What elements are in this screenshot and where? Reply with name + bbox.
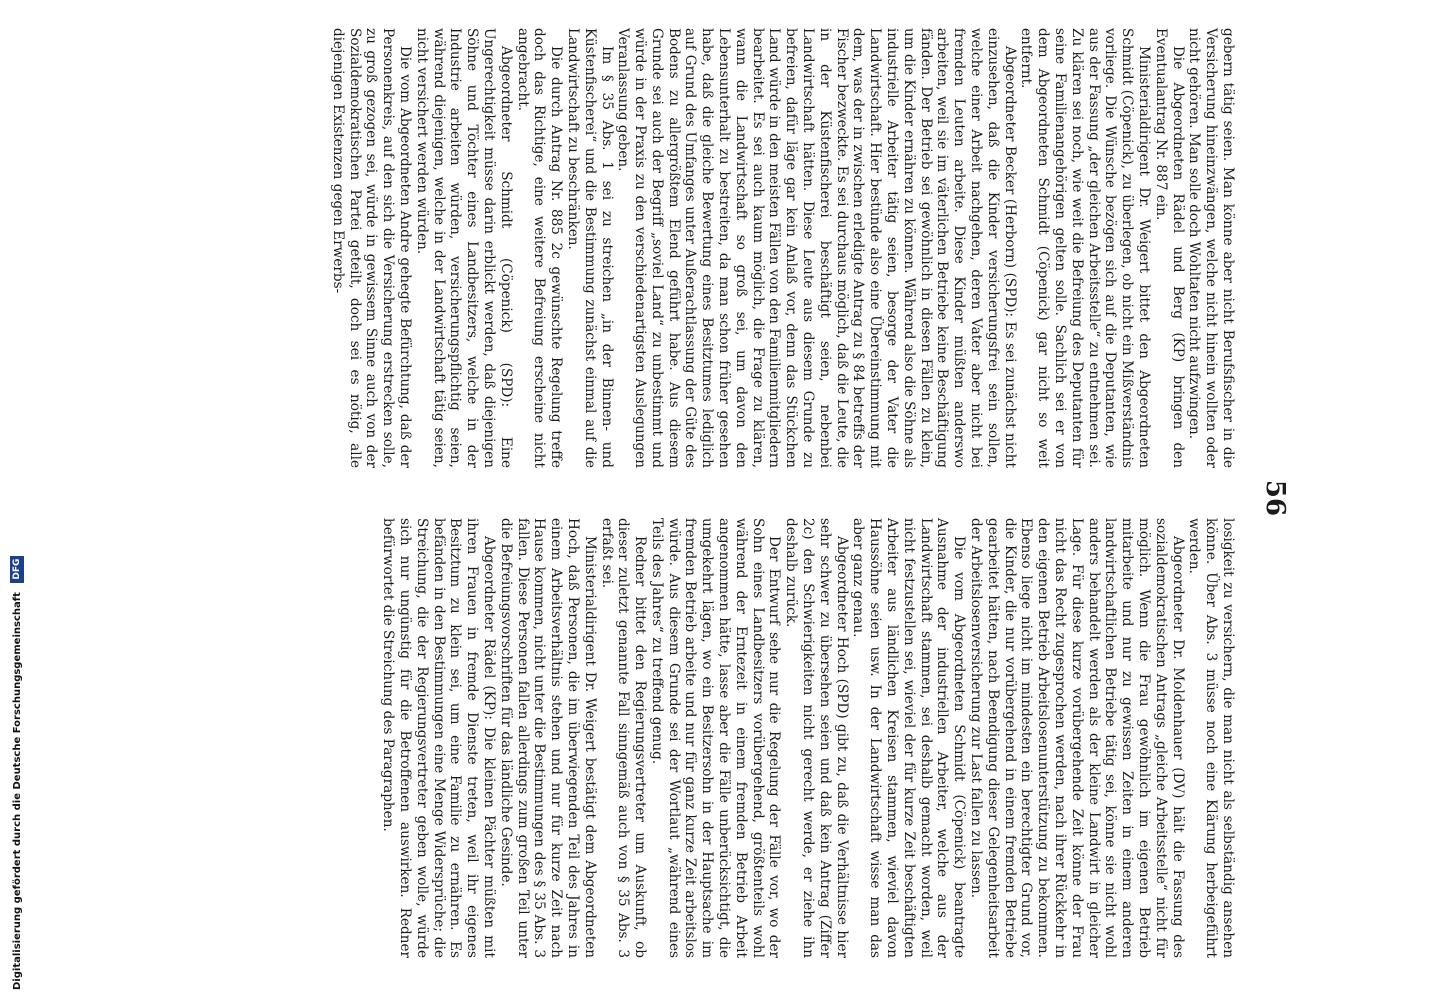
credit-text: Digitalisierung gefördert durch die Deutsche Forschungsgemeinschaft [12,592,23,990]
paragraph: Abgeordneter Hoch (SPD) gibt zu, daß die Verhältnisse hier sehr schwer zu übersehen seien und daß kein Antrag (Ziffer 2c) den Schwierigkeiten nicht gerecht werde, er ziehe ihn deshalb zurück. [783,518,850,958]
dfg-logo: DFG [10,556,24,583]
left-text-column [329,28,1236,468]
digitization-credit [4,0,26,1000]
rotated-page-content [114,8,1314,988]
paragraph: Abgeordneter Schmidt (Cöpenick) (SPD): Eine Ungerechtigkeit müsse darin erblickt werden, daß diejenigen Söhne und Töchter eines Landbesitzers, welche in der Industrie arbeiten würden, versicherungspflichtig seien, während diejenigen, welche in der Landwirtschaft tätig seien, nicht versichert werden würden. [413,28,514,468]
right-text-column [379,518,1236,958]
paragraph: Die durch Antrag Nr. 885 2c gewünschte Regelung treffe doch das Richtige, eine weitere Befreiung erscheine nicht angebracht. [514,28,565,468]
paragraph: Ministerialdirigent Dr. Weigert bittet den Abgeordneten Schmidt (Cöpenick), zu überlegen, ob nicht ein Mißverständnis vorliege. Die Wünsche bezögen sich auf die Deputanten, wie aus der Fassung „der gleichen Arbeitsstelle“ zu entnehmen sei. Zu klären sei noch, wie weit die Befreiung des Deputanten für seine Familienangehörigen gelten solle. Sachlich sei er von dem Abgeordneten Schmidt (Cöpenick) gar nicht so weit entfernt. [1018,28,1153,468]
paragraph: Der Entwurf sehe nur die Regelung der Fälle vor, wo der Sohn eines Landbesitzers vorübergehend, größtenteils wohl während der Erntezeit in einem fremden Betrieb Arbeit angenommen hätte, lasse aber die Fälle unberücksichtigt, die umgekehrt lägen, wo ein Besitzersohn in der Hauptsache im fremden Betrieb arbeite und nur für ganz kurze Zeit arbeitslos würde. Aus diesem Grunde sei der Wortlaut „während eines Teils des Jahres“ zu treffend genug. [648,518,783,958]
page-number: 56 [1260,479,1290,517]
credit-line [7,0,29,990]
paragraph: gebern tätig seien. Man könne aber nicht Berufsfischer in die Versicherung hineinzwängen, welche nicht hinein wollten oder nicht gehören. Man solle doch Wohltaten nicht aufzwingen. [1186,28,1236,468]
paragraph: Abgeordneter Rädel (KP): Die kleinen Pächter müßten mit ihren Frauen in fremde Dienste treten, weil ihr eigenes Besitztum zu klein sei, um eine Familie zu ernähren. Es befänden in den Bestimmungen eine Menge Widersprüche; die Streichung, die der Regierungsvertreter geben wolle, würde sich nur ungünstig für die Betroffenen auswirken. Redner befürwortet die Streichung des Paragraphen. [380,518,497,958]
paragraph: Abgeordneter Dr. Moldenhauer (DV) hält die Fassung des sozialdemokratischen Antrags „gleiche Arbeitsstelle“ nicht für möglich. Wenn die Frau gewöhnlich im eigenen Betrieb mitarbeite und nur zu gewissen Zeiten in einem anderen landwirtschaftlichen Betriebe tätig sei, könne sie nicht wohl anders behandelt werden als der kleine Landwirt in gleicher Lage. Für diese kurze vorübergehende Zeit könne der Frau nicht das Recht zugesprochen werden, nach ihrer Rückkehr in den eigenen Betrieb Arbeitslosenunterstützung zu bekommen. Ebenso liege nicht im mindesten ein berechtigter Grund vor, die Kinder, die nur vorübergehend in einem fremden Betriebe gearbeitet hätten, nach Beendigung dieser Gelegenheitsarbeit der Arbeitslosenversicherung zur Last fallen zu lassen. [968,518,1186,958]
paragraph: Die vom Abgeordneten Schmidt (Cöpenick) beantragte Ausnahme der industriellen Arbeiter, welche aus der Landwirtschaft stammen, sei deshalb gemacht worden, weil nicht festzustellen sei, wieviel der für kurze Zeit beschäftigten Arbeiter aus ländlichen Kreisen stammen, wieviel davon Haussöhne seien usw. In der Landwirtschaft wisse man das aber ganz genau. [850,518,968,958]
document-page [114,8,1314,988]
paragraph: Redner bittet den Regierungsvertreter um Auskunft, ob dieser zuletzt genannte Fall sinngemäß auch von § 35 Abs. 3 erfaßt sei. [598,518,649,958]
paragraph: losigkeit zu versichern, die man nicht als selbständig ansehen könne. Über Abs. 3 müsse noch eine Klärung herbeigeführt werden. [1186,518,1236,958]
paragraph: Die vom Abgeordneten Andre gehegte Befürchtung, daß der Personenkreis, auf den sich die Versicherung erstrecken solle, zu groß gezogen sei, würde in gewissem Sinne auch von der Sozialdemokratischen Partei geteilt, doch sei es nötig, alle diejenigen Existenzen gegen Erwerbs- [329,28,413,468]
paragraph: Ministerialdirigent Dr. Weigert bestätigt dem Abgeordneten Hoch, daß Personen, die im überwiegenden Teil des Jahres in einem Arbeitsverhältnis stehen und nur für kurze Zeit nach Hause kommen, nicht unter die Bestimmungen des § 35 Abs. 3 fallen. Diese Personen fallen allerdings zum großen Teil unter die Befreiungsvorschriften für das ländliche Gesinde. [497,518,598,958]
paragraph: Die Abgeordneten Rädel und Berg (KP) bringen den Eventualantrag Nr. 887 ein. [1152,28,1186,468]
paragraph: Im § 35 Abs. 1 sei zu streichen „in der Binnen- und Küstenfischerei“ und die Bestimmung zunächst einmal auf die Landwirtschaft zu beschränken. [564,28,615,468]
paragraph: Abgeordneter Becker (Herborn) (SPD): Es sei zunächst nicht einzusehen, daß die Kinder versicherungsfrei sein sollen, welche einer Arbeit nachgehen, deren Vater aber nicht bei fremden Leuten arbeite. Diese Kinder müßten anderswo arbeiten, weil sie im väterlichen Betriebe keine Beschäftigung fänden. Der Betrieb sei gewöhnlich in diesen Fällen zu klein, um die Kinder ernähren zu können. Während also die Söhne als industrielle Arbeiter tätig seien, besorge der Vater die Landwirtschaft. Hier bestünde also eine Übereinstimmung mit dem, was der in zwischen erledigte Antrag zu § 84 betreffs der Fischer bezweckte. Es sei durchaus möglich, daß die Leute, die in der Küstenfischerei beschäftigt seien, nebenbei Landwirtschaft hätten. Diese Leute aus diesem Grunde zu befreien, dafür läge gar kein Anlaß vor, denn das Stückchen Land würde in den meisten Fällen von den Familienmitgliedern bearbeitet. Es sei auch kaum möglich, die Frage zu klären, wann die Landwirtschaft so groß sei, um davon den Lebensunterhalt zu bestreiten, da man schon früher gesehen habe, daß die gleiche Bewertung eines Besitztumes lediglich auf Grund des Umfanges unter Außerachtlassung der Güte des Bodens zu allergrößtem Elend geführt habe. Aus diesem Grunde sei auch der Begriff „soviel Land“ zu unbestimmt und würde in der Praxis zu den verschiedenartigsten Auslegungen Veranlassung geben. [615,28,1018,468]
